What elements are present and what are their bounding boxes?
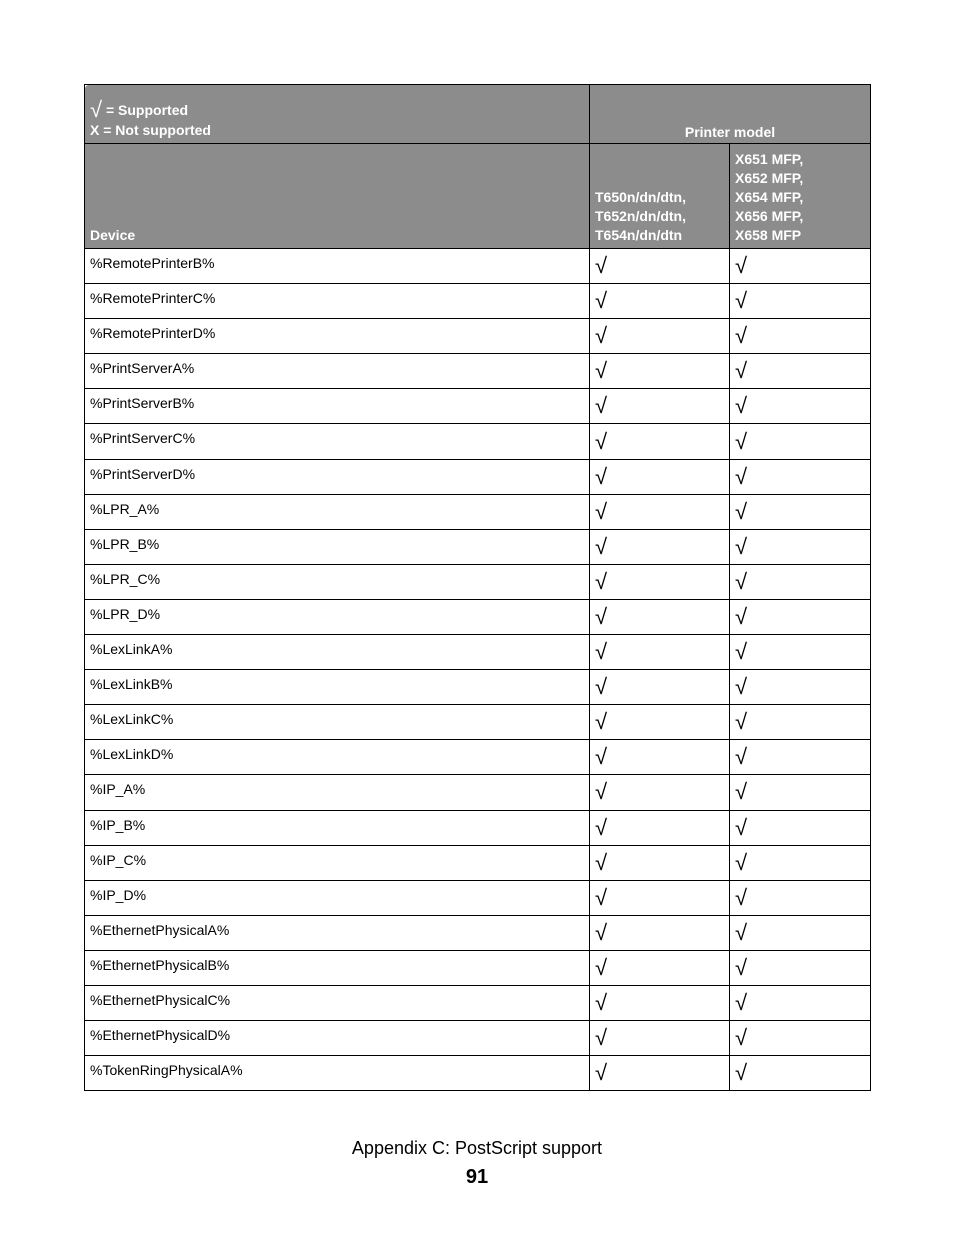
- model-t-support-cell: [590, 915, 730, 950]
- check-icon: √: [595, 533, 608, 559]
- model-x-line: X656 MFP,: [735, 208, 804, 224]
- check-icon: √: [595, 779, 608, 805]
- check-icon: √: [735, 884, 748, 910]
- model-t-support-cell: [590, 389, 730, 424]
- model-t-support-cell: [590, 740, 730, 775]
- check-icon: √: [735, 428, 748, 454]
- model-t-support-cell: [590, 564, 730, 599]
- check-icon: √: [735, 463, 748, 489]
- device-name-cell: %IP_B%: [85, 810, 590, 845]
- check-icon: √: [735, 568, 748, 594]
- model-t-support-cell: [590, 494, 730, 529]
- model-t-support-cell: [590, 880, 730, 915]
- device-name-cell: %LPR_C%: [85, 564, 590, 599]
- model-x-support-cell: [730, 529, 871, 564]
- check-icon: √: [735, 1025, 748, 1051]
- device-name-cell: %LexLinkD%: [85, 740, 590, 775]
- device-name-cell: %EthernetPhysicalD%: [85, 1021, 590, 1056]
- table-row: [85, 529, 871, 564]
- model-x-line: X658 MFP: [735, 227, 802, 243]
- table-row: [85, 985, 871, 1020]
- table-row: [85, 319, 871, 354]
- legend-cell: [85, 85, 590, 144]
- device-name-cell: %LexLinkA%: [85, 635, 590, 670]
- model-x-line: X652 MFP,: [735, 170, 804, 186]
- model-x-support-cell: [730, 354, 871, 389]
- check-icon: √: [735, 919, 748, 945]
- device-name-cell: %PrintServerC%: [85, 424, 590, 459]
- table-header-row-1: [85, 85, 871, 144]
- model-x-support-cell: [730, 880, 871, 915]
- device-name-cell: %LPR_B%: [85, 529, 590, 564]
- check-icon: √: [735, 709, 748, 735]
- device-name-cell: %EthernetPhysicalB%: [85, 950, 590, 985]
- model-t-support-cell: [590, 529, 730, 564]
- check-icon: √: [735, 814, 748, 840]
- check-icon: √: [90, 97, 103, 122]
- device-name-cell: %IP_D%: [85, 880, 590, 915]
- model-t-line: T650n/dn/dtn,: [595, 189, 686, 205]
- check-icon: √: [595, 393, 608, 419]
- model-t-support-cell: [590, 1021, 730, 1056]
- model-t-header: [590, 144, 730, 249]
- table-row: [85, 424, 871, 459]
- check-icon: √: [735, 533, 748, 559]
- model-t-support-cell: [590, 249, 730, 284]
- model-x-support-cell: [730, 389, 871, 424]
- check-icon: √: [595, 849, 608, 875]
- check-icon: √: [595, 884, 608, 910]
- table-row: [85, 845, 871, 880]
- model-x-support-cell: [730, 985, 871, 1020]
- model-t-support-cell: [590, 599, 730, 634]
- check-icon: √: [595, 253, 608, 279]
- check-icon: √: [735, 288, 748, 314]
- check-icon: √: [595, 639, 608, 665]
- model-t-support-cell: [590, 459, 730, 494]
- check-icon: √: [735, 253, 748, 279]
- check-icon: √: [735, 393, 748, 419]
- check-icon: √: [595, 744, 608, 770]
- check-icon: √: [595, 498, 608, 524]
- check-icon: √: [735, 498, 748, 524]
- model-x-support-cell: [730, 845, 871, 880]
- check-icon: √: [595, 1025, 608, 1051]
- device-name-cell: %EthernetPhysicalC%: [85, 985, 590, 1020]
- table-row: [85, 950, 871, 985]
- model-t-support-cell: [590, 319, 730, 354]
- legend-supported: = Supported: [105, 102, 189, 118]
- model-x-support-cell: [730, 1056, 871, 1091]
- device-name-cell: %PrintServerB%: [85, 389, 590, 424]
- check-icon: √: [595, 990, 608, 1016]
- model-t-line: T654n/dn/dtn: [595, 227, 683, 243]
- table-row: [85, 494, 871, 529]
- table-row: [85, 670, 871, 705]
- check-icon: √: [735, 358, 748, 384]
- table-row: [85, 1021, 871, 1056]
- table-row: [85, 459, 871, 494]
- check-icon: √: [735, 849, 748, 875]
- model-x-support-cell: [730, 740, 871, 775]
- check-icon: √: [595, 674, 608, 700]
- device-name-cell: %TokenRingPhysicalA%: [85, 1056, 590, 1091]
- table-row: [85, 775, 871, 810]
- table-row: [85, 354, 871, 389]
- table-header-row-2: [85, 144, 871, 249]
- table-row: [85, 740, 871, 775]
- check-icon: √: [735, 779, 748, 805]
- device-name-cell: %LexLinkC%: [85, 705, 590, 740]
- check-icon: √: [595, 1060, 608, 1086]
- model-t-support-cell: [590, 810, 730, 845]
- footer-section-title: Appendix C: PostScript support: [351, 1138, 603, 1158]
- model-x-support-cell: [730, 670, 871, 705]
- check-icon: √: [735, 603, 748, 629]
- model-t-support-cell: [590, 284, 730, 319]
- table-row: [85, 810, 871, 845]
- model-x-support-cell: [730, 319, 871, 354]
- legend-not-supported: X = Not supported: [90, 122, 211, 138]
- table-row: [85, 599, 871, 634]
- check-icon: √: [595, 603, 608, 629]
- device-name-cell: %RemotePrinterB%: [85, 249, 590, 284]
- model-t-support-cell: [590, 950, 730, 985]
- model-t-line: T652n/dn/dtn,: [595, 208, 686, 224]
- table-row: [85, 564, 871, 599]
- device-name-cell: %LexLinkB%: [85, 670, 590, 705]
- device-name-cell: %PrintServerA%: [85, 354, 590, 389]
- model-x-support-cell: [730, 599, 871, 634]
- model-x-support-cell: [730, 284, 871, 319]
- table-row: [85, 705, 871, 740]
- model-x-line: X651 MFP,: [735, 151, 804, 167]
- model-t-support-cell: [590, 424, 730, 459]
- device-name-cell: %PrintServerD%: [85, 459, 590, 494]
- check-icon: √: [595, 323, 608, 349]
- printer-model-header: Printer model: [590, 85, 871, 144]
- check-icon: √: [735, 674, 748, 700]
- device-name-cell: %IP_C%: [85, 845, 590, 880]
- model-x-support-cell: [730, 564, 871, 599]
- check-icon: √: [595, 954, 608, 980]
- check-icon: √: [735, 954, 748, 980]
- model-x-line: X654 MFP,: [735, 189, 804, 205]
- device-name-cell: %EthernetPhysicalA%: [85, 915, 590, 950]
- device-name-cell: %LPR_D%: [85, 599, 590, 634]
- model-t-support-cell: [590, 845, 730, 880]
- check-icon: √: [595, 709, 608, 735]
- device-name-cell: %IP_A%: [85, 775, 590, 810]
- device-name-cell: %RemotePrinterD%: [85, 319, 590, 354]
- support-table: [84, 84, 871, 1091]
- check-icon: √: [595, 814, 608, 840]
- table-row: [85, 635, 871, 670]
- check-icon: √: [735, 990, 748, 1016]
- model-x-support-cell: [730, 950, 871, 985]
- model-t-support-cell: [590, 1056, 730, 1091]
- model-t-support-cell: [590, 985, 730, 1020]
- model-x-support-cell: [730, 424, 871, 459]
- model-x-support-cell: [730, 775, 871, 810]
- model-t-support-cell: [590, 705, 730, 740]
- model-t-support-cell: [590, 775, 730, 810]
- device-name-cell: %LPR_A%: [85, 494, 590, 529]
- check-icon: √: [595, 568, 608, 594]
- model-x-support-cell: [730, 249, 871, 284]
- table-row: [85, 284, 871, 319]
- page-number: 91: [465, 1166, 489, 1188]
- model-x-support-cell: [730, 494, 871, 529]
- model-x-header: [730, 144, 871, 249]
- check-icon: √: [595, 288, 608, 314]
- check-icon: √: [595, 919, 608, 945]
- check-icon: √: [735, 744, 748, 770]
- table-row: [85, 915, 871, 950]
- device-header: Device: [85, 144, 590, 249]
- model-t-support-cell: [590, 670, 730, 705]
- check-icon: √: [595, 463, 608, 489]
- table-row: [85, 249, 871, 284]
- model-x-support-cell: [730, 705, 871, 740]
- model-x-support-cell: [730, 635, 871, 670]
- table-row: [85, 389, 871, 424]
- model-x-support-cell: [730, 1021, 871, 1056]
- model-x-support-cell: [730, 459, 871, 494]
- check-icon: √: [595, 358, 608, 384]
- table-row: [85, 880, 871, 915]
- device-name-cell: %RemotePrinterC%: [85, 284, 590, 319]
- model-x-support-cell: [730, 915, 871, 950]
- table-row: [85, 1056, 871, 1091]
- check-icon: √: [735, 1060, 748, 1086]
- check-icon: √: [595, 428, 608, 454]
- model-t-support-cell: [590, 635, 730, 670]
- model-x-support-cell: [730, 810, 871, 845]
- check-icon: √: [735, 323, 748, 349]
- check-icon: √: [735, 639, 748, 665]
- model-t-support-cell: [590, 354, 730, 389]
